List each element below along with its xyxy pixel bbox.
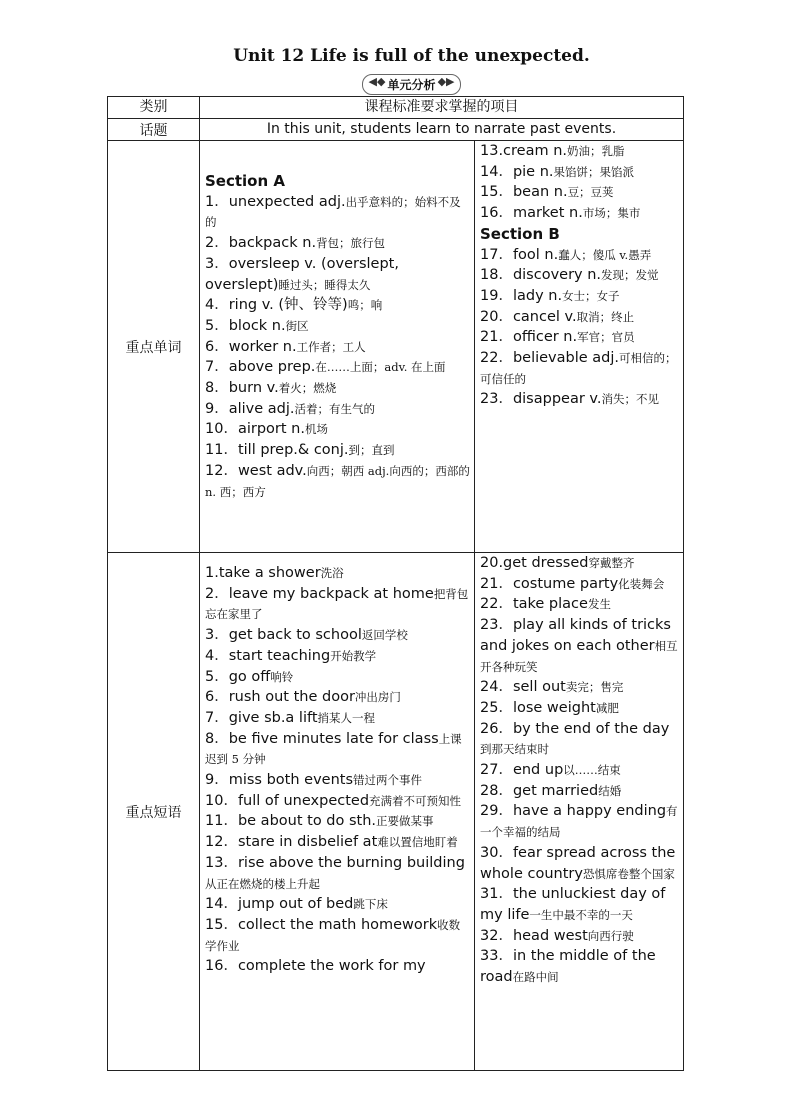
vocab-item xyxy=(205,254,471,295)
phrase-item-en: 11．be about to do sth. xyxy=(205,813,377,830)
vocab-item-cn: 取消；终止 xyxy=(576,309,635,324)
vocab-item xyxy=(205,378,471,399)
phrase-item xyxy=(205,811,471,832)
topic-text: In this unit, students learn to narrate past events. xyxy=(200,119,684,141)
phrase-item xyxy=(480,781,680,802)
vocab-item xyxy=(205,357,471,378)
vocab-item xyxy=(480,182,680,203)
phrase-item-cn: 在路中间 xyxy=(512,970,559,985)
vocab-right-top-list xyxy=(480,141,680,224)
phrase-item-en: 4．start teaching xyxy=(205,647,331,664)
topic-row xyxy=(108,119,684,141)
vocab-item-en: 7．above prep. xyxy=(205,359,316,376)
vocab-item-en: 8．burn v. xyxy=(205,380,279,397)
vocab-item-cn: 女士；女子 xyxy=(562,288,620,303)
phrases-right-cell xyxy=(475,553,684,1071)
phrase-item-en: 26．by the end of the day xyxy=(480,720,670,737)
phrase-item-cn: 错过两个事件 xyxy=(353,773,423,788)
phrase-item-cn: 相互开各种玩笑 xyxy=(480,638,678,674)
phrase-item-cn: 收数学作业 xyxy=(205,917,461,953)
phrase-item-cn: 到那天结束时 xyxy=(480,742,549,757)
vocab-item xyxy=(205,461,471,502)
section-badge xyxy=(362,74,460,95)
phrase-item xyxy=(205,646,471,667)
phrase-item-en: 14．jump out of bed xyxy=(205,896,354,913)
vocab-item-en: 14．pie n. xyxy=(480,163,554,180)
vocab-item xyxy=(205,295,471,316)
phrase-item-cn: 捎某人一程 xyxy=(317,710,376,725)
phrase-item-en: 33．in the middle of the road xyxy=(480,948,656,986)
vocab-item xyxy=(480,389,680,410)
vocab-item-cn: 机场 xyxy=(304,422,328,437)
vocab-item-cn: 鸣；响 xyxy=(347,298,383,313)
phrase-item xyxy=(480,553,680,574)
phrase-item xyxy=(205,791,471,812)
phrase-item-en: 12．stare in disbelief at xyxy=(205,834,378,851)
phrase-item-en: 29．have a happy ending xyxy=(480,803,667,820)
left-arrow-icon: ◀◆ xyxy=(368,75,386,88)
phrase-item-en: 30．fear spread across the whole country xyxy=(480,844,676,882)
vocab-item xyxy=(205,419,471,440)
phrase-item xyxy=(480,677,680,698)
vocab-item-en: 1．unexpected adj. xyxy=(205,193,346,210)
phrase-item-en: 32．head west xyxy=(480,927,588,944)
vocab-item-en: 13.cream n. xyxy=(480,143,568,159)
unit-analysis-table xyxy=(107,96,684,1071)
phrase-item-cn: 向西行驶 xyxy=(587,928,634,943)
phrase-item-cn: 跳下床 xyxy=(353,897,388,912)
phrase-item xyxy=(480,843,680,884)
vocab-item-cn: 街区 xyxy=(285,318,309,333)
vocab-left-list xyxy=(205,192,471,503)
phrase-item-cn: 难以置信地盯着 xyxy=(377,835,458,850)
phrase-item-cn: 恐惧席卷整个国家 xyxy=(582,866,675,881)
section-badge-label: 单元分析 xyxy=(387,78,436,92)
vocab-item-en: 5．block n. xyxy=(205,317,286,334)
phrase-item xyxy=(205,915,471,956)
vocab-item xyxy=(205,399,471,420)
section-a-heading: Section A xyxy=(205,172,285,190)
vocab-row xyxy=(108,141,684,553)
phrase-item-en: 16．complete the work for my xyxy=(205,958,426,975)
vocab-item-en: 15．bean n. xyxy=(480,184,568,201)
vocab-item-cn: 活着；有生气的 xyxy=(294,401,376,416)
phrase-item-en: 22．take place xyxy=(480,596,588,613)
vocab-item xyxy=(480,141,680,162)
phrase-item xyxy=(480,760,680,781)
vocab-item-en: 16．market n. xyxy=(480,205,583,222)
section-b-heading: Section B xyxy=(480,224,560,243)
phrase-item-cn: 结婚 xyxy=(598,783,622,798)
vocab-item-cn: 在……上面；adv. 在上面 xyxy=(315,360,446,375)
phrase-item xyxy=(205,729,471,770)
phrase-item-en: 7．give sb.a lift xyxy=(205,709,318,726)
vocab-item-cn: 可相信的；可信任的 xyxy=(480,351,677,386)
vocab-item-cn: 豆；豆荚 xyxy=(567,185,614,200)
phrase-item-en: 5．go off xyxy=(205,668,271,685)
phrase-item xyxy=(205,853,471,894)
phrase-item-cn: 穿戴整齐 xyxy=(588,556,635,570)
phrase-item-cn: 减肥 xyxy=(595,700,619,715)
header-category: 类别 xyxy=(108,97,200,119)
phrases-label: 重点短语 xyxy=(108,553,200,1071)
topic-label: 话题 xyxy=(108,119,200,141)
phrase-item-en: 6．rush out the door xyxy=(205,689,355,706)
phrase-item-cn: 以……结束 xyxy=(563,763,621,778)
phrase-item xyxy=(480,574,680,595)
phrase-item-cn: 有一个幸福的结局 xyxy=(480,804,678,840)
phrase-item xyxy=(205,563,471,584)
phrase-item-cn: 响铃 xyxy=(270,669,294,684)
phrase-item-en: 15．collect the math homework xyxy=(205,916,438,933)
vocab-item-cn: 军官；官员 xyxy=(577,330,635,345)
vocab-left-cell xyxy=(200,141,475,553)
phrase-item-en: 10．full of unexpected xyxy=(205,792,370,809)
phrase-item xyxy=(205,832,471,853)
vocab-item xyxy=(480,286,680,307)
vocab-item xyxy=(205,233,471,254)
vocab-item-en: 9．alive adj. xyxy=(205,400,295,417)
phrase-item-cn: 冲出房门 xyxy=(354,690,401,705)
phrase-item-en: 27．end up xyxy=(480,762,564,779)
vocab-item xyxy=(480,348,680,389)
vocab-right-bottom-list xyxy=(480,245,680,411)
vocab-item-cn: 奶油；乳脂 xyxy=(567,144,625,158)
vocab-item-cn: 蠢人；傻瓜 v.愚弄 xyxy=(558,247,652,262)
phrase-item xyxy=(205,687,471,708)
vocab-item-cn: 睡过头；睡得太久 xyxy=(278,277,371,292)
vocab-item xyxy=(205,192,471,233)
vocab-item-en: 23．disappear v. xyxy=(480,391,602,408)
vocab-item-cn: 发现；发觉 xyxy=(601,268,659,283)
vocab-item xyxy=(480,203,680,224)
vocab-item-en: 21．officer n. xyxy=(480,329,578,346)
vocab-item-cn: 背包；旅行包 xyxy=(316,236,386,251)
phrases-row xyxy=(108,553,684,1071)
vocab-item-en: 6．worker n. xyxy=(205,338,297,355)
vocab-item xyxy=(480,245,680,266)
phrase-item-en: 21．costume party xyxy=(480,575,619,592)
vocab-item xyxy=(480,327,680,348)
phrase-item-en: 13．rise above the burning building xyxy=(205,854,465,871)
header-row xyxy=(108,97,684,119)
phrase-item xyxy=(480,719,680,760)
phrase-item-en: 20.get dressed xyxy=(480,555,589,571)
phrase-item xyxy=(205,625,471,646)
phrase-item-cn: 正要做某事 xyxy=(376,814,434,829)
vocab-item-cn: 出乎意料的；始料不及的 xyxy=(205,194,461,230)
phrase-item xyxy=(205,708,471,729)
vocab-item-cn: 果馅饼；果馅派 xyxy=(553,164,635,179)
vocab-item-en: 4．ring v. (钟、铃等) xyxy=(205,297,348,314)
phrase-item-cn: 从正在燃烧的楼上升起 xyxy=(205,876,320,891)
vocab-item-en: 20．cancel v. xyxy=(480,308,577,325)
phrase-item xyxy=(205,894,471,915)
phrase-item-en: 28．get married xyxy=(480,782,599,799)
vocab-item-en: 2．backpack n. xyxy=(205,235,317,252)
phrase-item-cn: 一生中最不幸的一天 xyxy=(529,907,633,922)
phrases-right-list xyxy=(480,553,680,988)
vocab-item-en: 10．airport n. xyxy=(205,421,305,438)
vocab-item-cn: 向西；朝西 adj.向西的；西部的 n. 西；西方 xyxy=(205,463,470,499)
phrase-item xyxy=(480,801,680,842)
phrase-item-en: 25．lose weight xyxy=(480,699,596,716)
section-badge-wrap xyxy=(0,74,790,95)
vocab-item-en: 12．west adv. xyxy=(205,462,307,479)
vocab-item-en: 22．believable adj. xyxy=(480,350,620,367)
phrase-item-en: 3．get back to school xyxy=(205,627,362,644)
phrases-left-list xyxy=(205,563,471,977)
phrase-item-en: 23．play all kinds of tricks and jokes on each other xyxy=(480,617,671,654)
phrase-item xyxy=(205,770,471,791)
phrase-item xyxy=(480,884,680,925)
vocab-right-cell xyxy=(475,141,684,553)
phrase-item xyxy=(205,956,471,977)
phrase-item xyxy=(205,584,471,625)
phrase-item xyxy=(480,926,680,947)
phrase-item-en: 31．the unluckiest day of my life xyxy=(480,886,666,923)
vocab-item xyxy=(205,316,471,337)
vocab-item-cn: 到；直到 xyxy=(348,443,395,458)
vocab-item-en: 18．discovery n. xyxy=(480,267,602,284)
header-items: 课程标准要求掌握的项目 xyxy=(200,97,684,119)
phrase-item-en: 8．be five minutes late for class xyxy=(205,730,439,747)
vocab-item-cn: 着火；燃烧 xyxy=(278,381,337,396)
vocab-item-cn: 消失；不见 xyxy=(601,392,659,407)
phrase-item xyxy=(205,667,471,688)
right-arrow-icon: ◆▶ xyxy=(437,75,455,88)
vocab-item-en: 17．fool n. xyxy=(480,246,559,263)
phrase-item xyxy=(480,615,680,677)
vocab-item-en: 3．oversleep v. (overslept, overslept) xyxy=(205,255,399,293)
vocab-item-cn: 市场；集市 xyxy=(582,206,641,221)
phrases-left-cell xyxy=(200,553,475,1071)
phrase-item-cn: 把背包忘在家里了 xyxy=(205,586,469,622)
phrase-item-en: 2．leave my backpack at home xyxy=(205,585,434,602)
phrase-item-cn: 上课迟到 5 分钟 xyxy=(205,731,462,767)
phrase-item-cn: 卖完；售完 xyxy=(565,680,624,695)
vocab-item xyxy=(480,307,680,328)
phrase-item xyxy=(480,946,680,987)
vocab-item xyxy=(480,265,680,286)
phrase-item-cn: 返回学校 xyxy=(361,628,408,643)
vocab-item xyxy=(205,337,471,358)
vocab-item xyxy=(480,162,680,183)
phrase-item xyxy=(480,698,680,719)
vocab-item-en: 11．till prep.& conj. xyxy=(205,442,349,459)
phrase-item-cn: 发生 xyxy=(587,597,611,612)
phrase-item-en: 24．sell out xyxy=(480,679,566,696)
vocab-label: 重点单词 xyxy=(108,141,200,553)
phrase-item xyxy=(480,594,680,615)
vocab-item-cn: 工作者；工人 xyxy=(296,339,366,354)
page-title: Unit 12 Life is full of the unexpected. xyxy=(233,46,590,66)
phrase-item-cn: 化装舞会 xyxy=(618,576,665,591)
phrase-item-cn: 开始教学 xyxy=(330,648,377,663)
phrase-item-en: 9．miss both events xyxy=(205,772,354,789)
vocab-item-en: 19．lady n. xyxy=(480,287,563,304)
phrase-item-en: 1.take a shower xyxy=(205,565,321,581)
phrase-item-cn: 充满着不可预知性 xyxy=(369,793,462,808)
vocab-item xyxy=(205,440,471,461)
phrase-item-cn: 洗浴 xyxy=(320,566,344,580)
